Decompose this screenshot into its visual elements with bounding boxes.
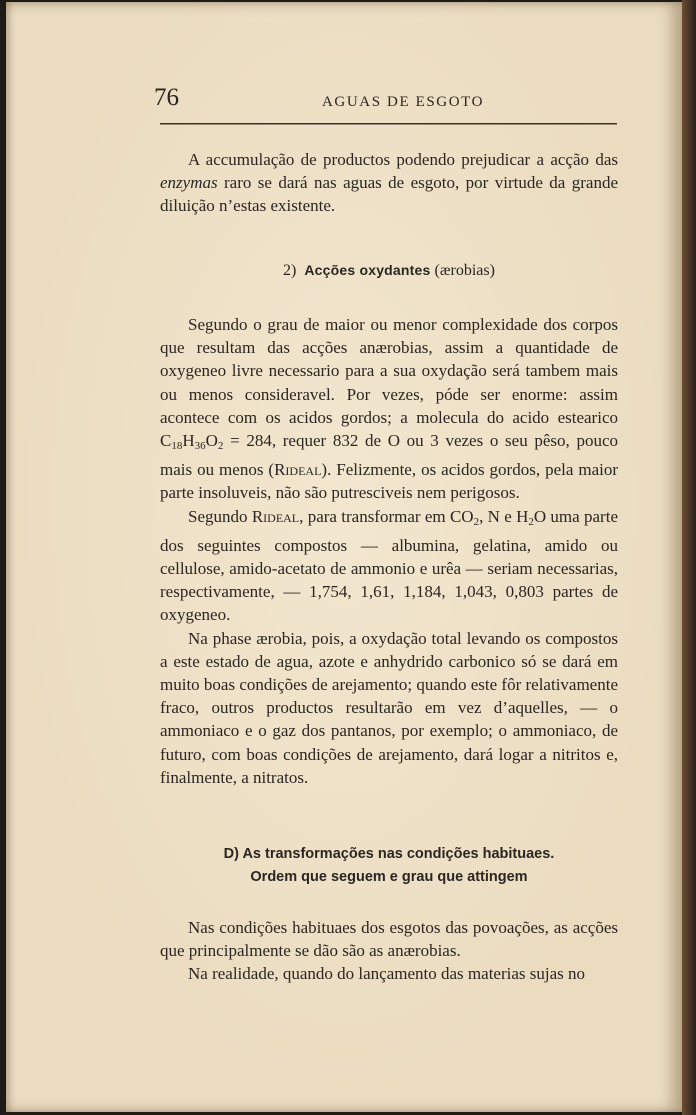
paragraph-6-text: Na realidade, quando do lançamento das materias sujas no [188, 964, 586, 984]
page-number: 76 [154, 84, 179, 111]
paragraph-1 [160, 148, 618, 218]
paragraph-5 [160, 916, 618, 986]
formula-sub: 2 [528, 515, 534, 528]
paragraph-5-text: Nas condições habituaes dos esgotos das povoações, as acções que principalmente se dão são as anærobias. [160, 918, 618, 961]
formula-part: H [182, 431, 195, 451]
paragraph-1-text-a: A accumulação de productos podendo prejudicar a acção das [188, 150, 618, 169]
section-2-title: Acções oxydantes [304, 262, 431, 278]
formula-sub: 18 [171, 440, 183, 453]
author-name: Rideal [274, 460, 322, 480]
header-rule [160, 123, 617, 124]
paragraph-4: Na phase ærobia, pois, a oxydação total levando os compostos a este estado de agua, azote e anhydrido carbonico só se dará em muito boas condições de arejamento; quando este fôr relativamente fraco, outros productos resultarão em vez d’aquelles, — o ammoniaco e o gaz dos pantanos, por exemplo; o ammoniaco, de futuro, com boas condições de arejamento, dará logar a nitritos e, finalmente, a nitratos. [160, 628, 618, 787]
paragraph-2 [160, 313, 618, 789]
paragraph-3-text-c: , N e H [479, 506, 529, 526]
paragraph-2-text-c: ). Felizmente, os acidos gordos, pela maior parte insoluveis, não são putresciveis nem perigosos. [160, 460, 619, 503]
section-2-subtitle: (ærobias) [434, 262, 495, 279]
paragraph-3-text-d: O uma parte dos seguintes compostos — albumina, gelatina, amido ou cellulose, amido-acetato de ammonio e urêa — seriam necessarias, respectivamente, — 1,754, 1,61, 1,184, 1,043, 0,803 partes de oxygeneo. [160, 506, 618, 625]
paragraph-1-italic: enzymas [160, 173, 218, 193]
section-d-heading [160, 843, 618, 889]
formula-sub: 2 [473, 515, 480, 528]
paragraph-2-text-b: = 284, requer 832 de O ou 3 vezes o seu pêso, pouco mais ou menos ( [160, 431, 618, 480]
formula-part: O [205, 431, 218, 451]
formula-sub: 2 [217, 440, 224, 453]
section-d-line-1: D) As transformações nas condições habituaes. [223, 846, 555, 862]
section-2-heading [160, 262, 618, 280]
paragraph-1-text-b: raro se dará nas aguas de esgoto, por virtude da grande diluição n’estas existente. [160, 173, 618, 216]
formula-sub: 36 [194, 440, 206, 453]
section-d-line-2: Ordem que seguem e grau que attingem [250, 869, 528, 885]
author-name: Rideal [251, 506, 300, 526]
paragraph-2-text-a: Segundo o grau de maior ou menor complexidade dos corpos que resultam das acções anærobias, assim a quantidade de oxygeneo livre necessario para a sua oxydação será tambem mais ou menos consideravel. Por vezes, póde ser enorme: assim acontece com os acidos gordos; a molecula do acido estearico C [160, 315, 618, 451]
section-2-number: 2) [283, 262, 297, 279]
paragraph-3-text-b: , para transformar em CO [299, 506, 474, 526]
running-head: AGUAS DE ESGOTO [322, 94, 485, 110]
paragraph-3-text-a: Segundo [188, 506, 252, 526]
book-spine-edge [682, 0, 696, 1115]
